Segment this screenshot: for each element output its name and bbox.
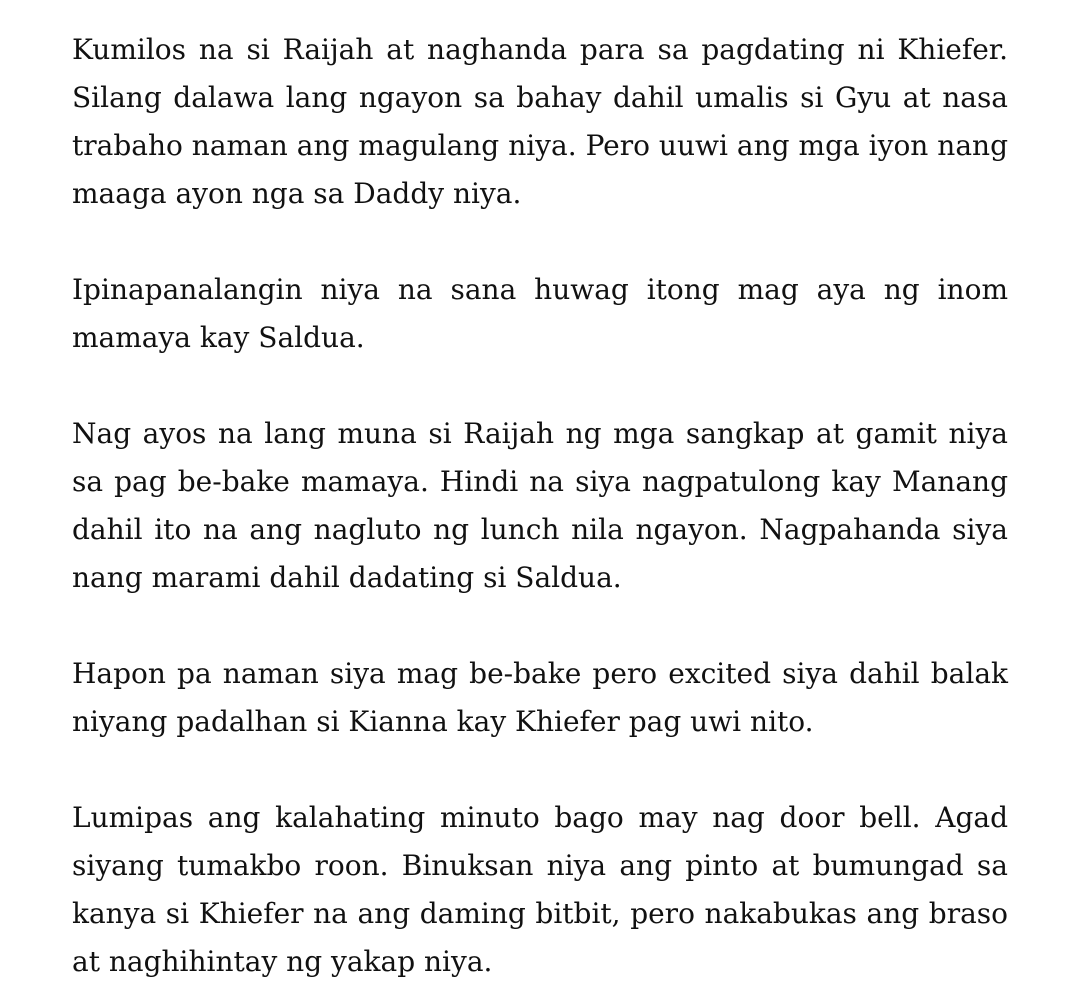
paragraph: Lumipas ang kalahating minuto bago may nag door bell. Agad siyang tumakbo roon. Binuksan niya ang pinto at bumungad sa kanya si Khiefer na ang daming bitbit, pero nakabukas ang braso at naghihintay ng yakap niya.	[72, 801, 1008, 978]
paragraph: Hapon pa naman siya mag be-bake pero excited siya dahil balak niyang padalhan si Kianna kay Khiefer pag uwi nito.	[72, 657, 1008, 738]
paragraph: Nag ayos na lang muna si Raijah ng mga sangkap at gamit niya sa pag be-bake mamaya. Hindi na siya nagpatulong kay Manang dahil ito na ang nagluto ng lunch nila ngayon. Nagpahanda siya nang marami dahil dadating si Saldua.	[72, 417, 1008, 594]
paragraph: Kumilos na si Raijah at naghanda para sa pagdating ni Khiefer. Silang dalawa lang ngayon sa bahay dahil umalis si Gyu at nasa trabaho naman ang magulang niya. Pero uuwi ang mga iyon nang maaga ayon nga sa Daddy niya.	[72, 33, 1008, 210]
document-page	[72, 26, 1008, 986]
paragraph: Ipinapanalangin niya na sana huwag itong mag aya ng inom mamaya kay Saldua.	[72, 273, 1008, 354]
